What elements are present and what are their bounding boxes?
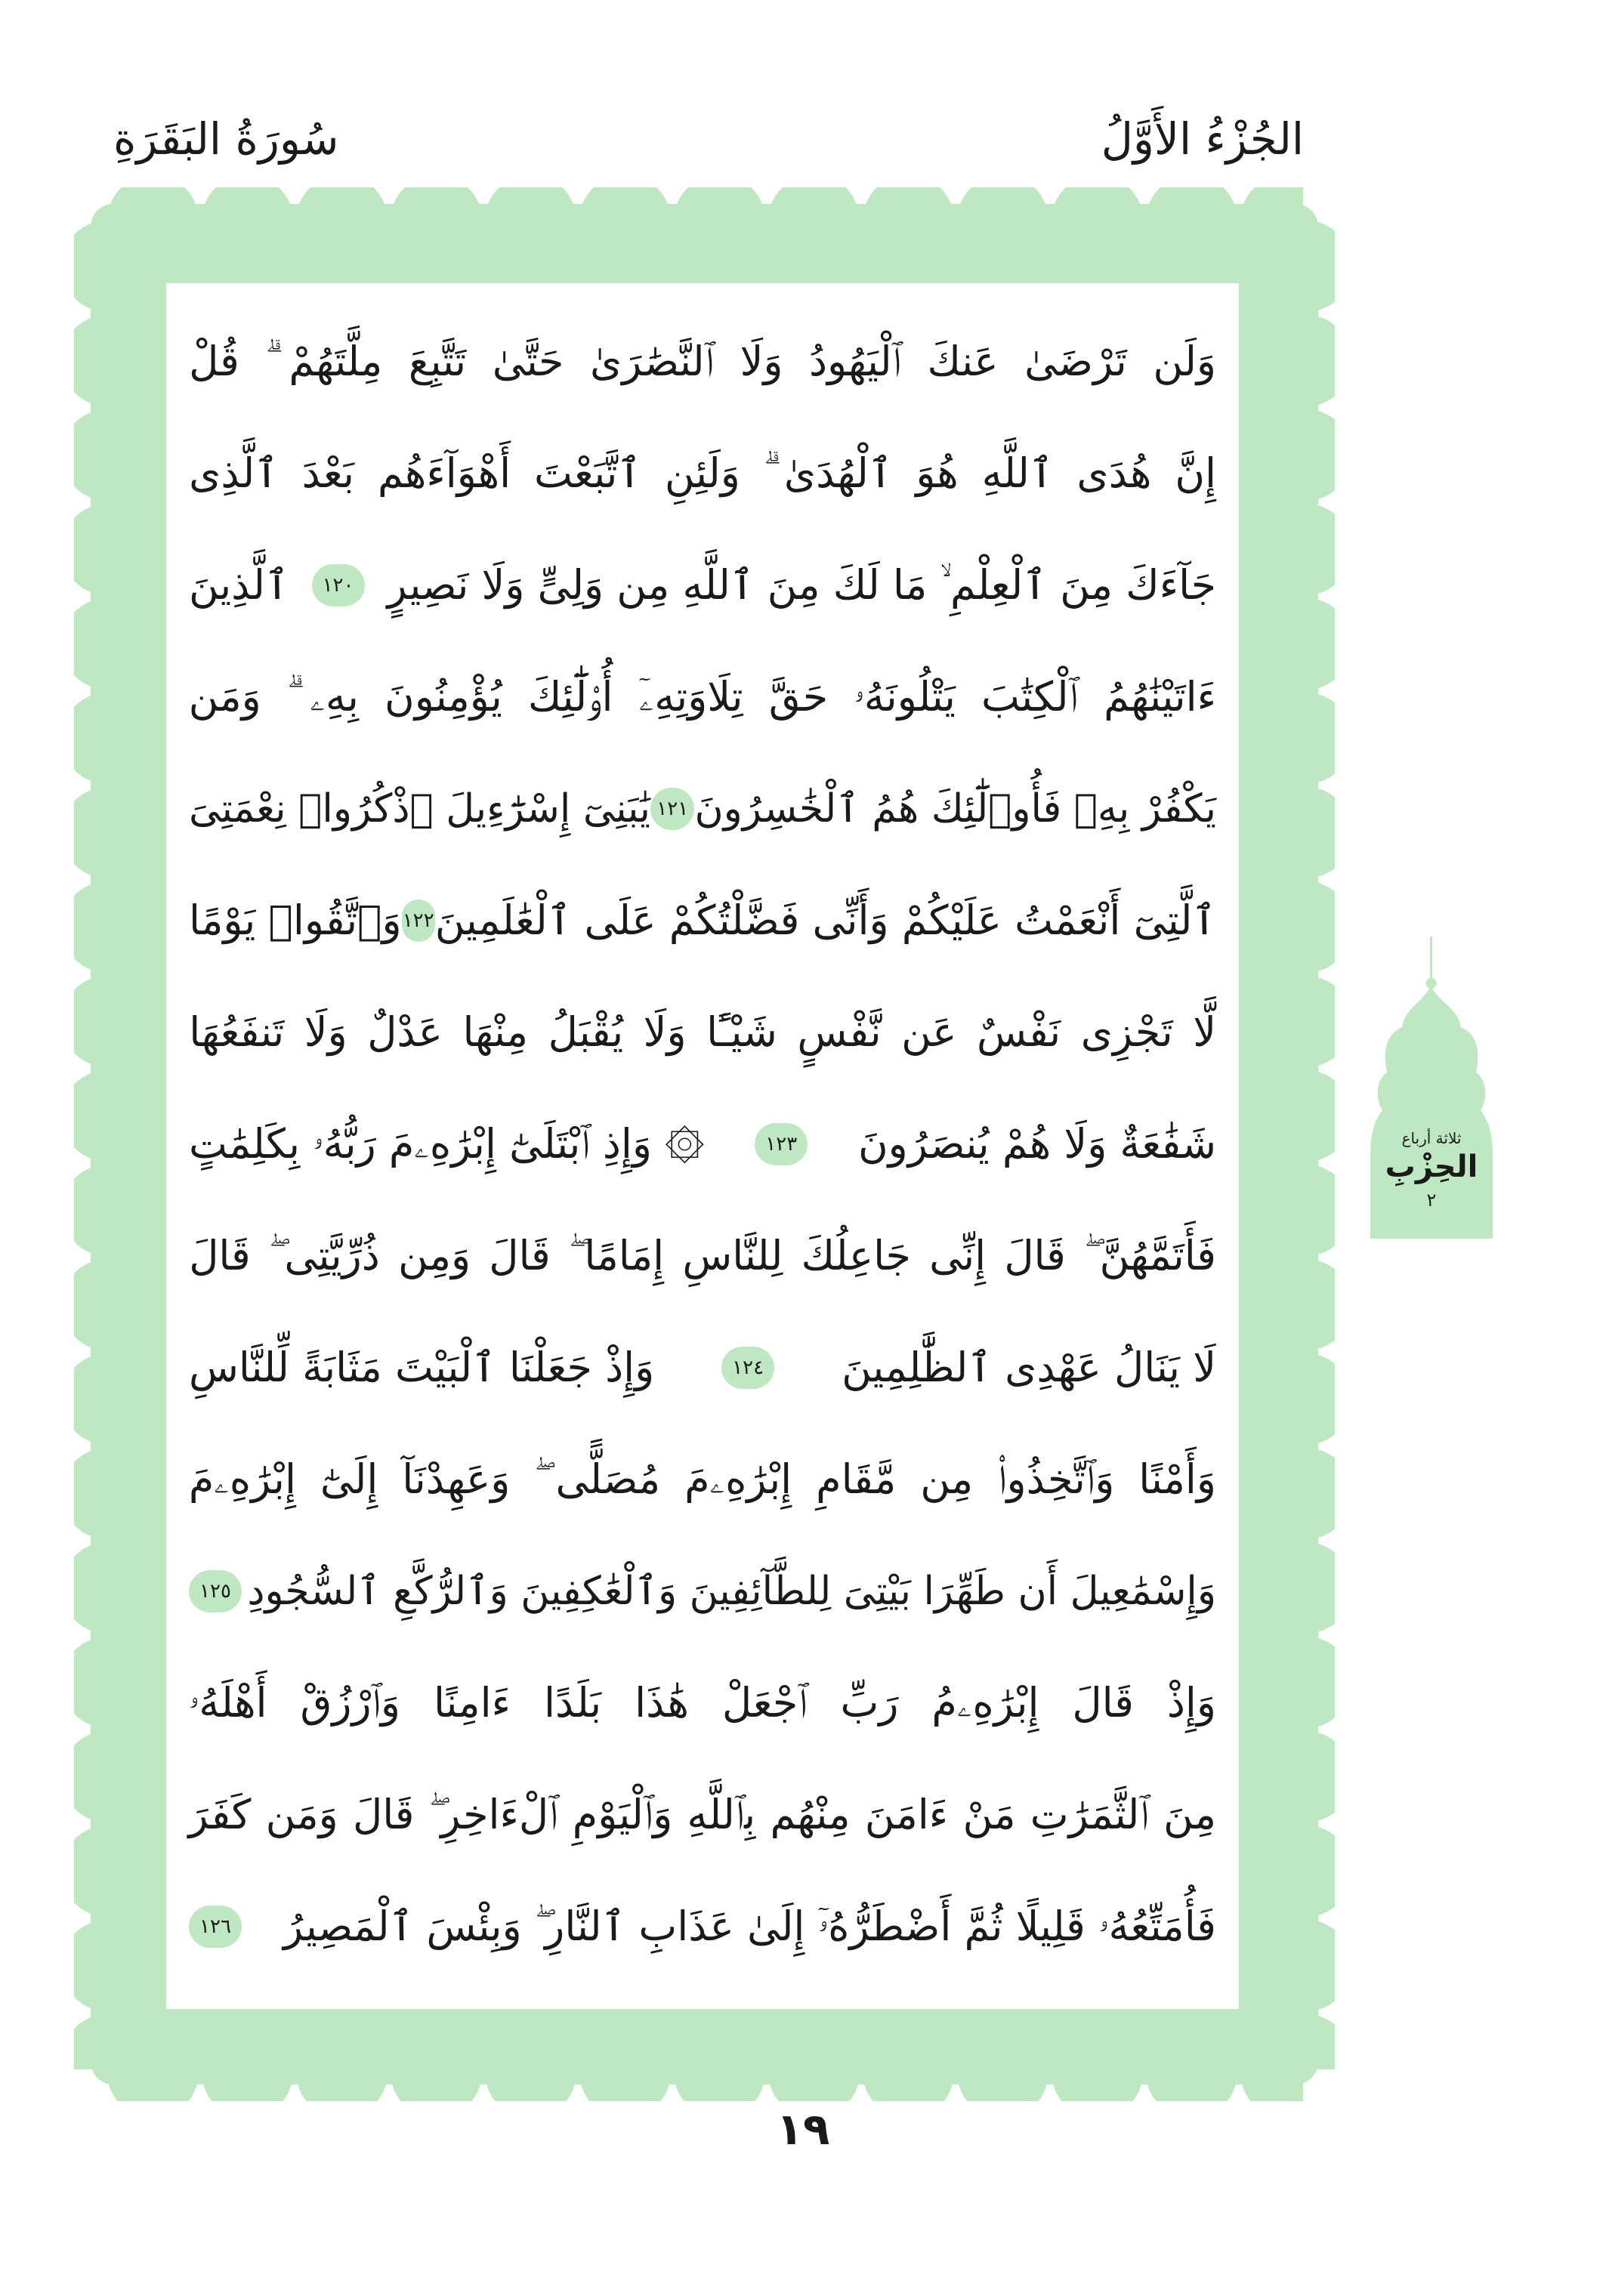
verse-text: إِنَّ هُدَى ٱللَّهِ هُوَ ٱلْهُدَىٰ ۗ وَلَئِنِ ٱتَّبَعْتَ أَهْوَآءَهُم بَعْدَ ٱلَّذِى: [189, 449, 1216, 497]
verse-text: يَٰبَنِىٓ إِسْرَٰٓءِيلَ ٱذْكُرُوا۟ نِعْمَتِىَ: [189, 786, 651, 832]
verse-line: [189, 1535, 1216, 1647]
ayah-number-marker: ١٢٦: [189, 1906, 242, 1948]
text-area: [166, 283, 1239, 2009]
frame-scallop-bottom: [106, 2068, 1303, 2101]
frame-scallop-left: [74, 219, 107, 2069]
verse-line: [189, 1424, 1216, 1535]
verse-line: [189, 641, 1216, 753]
ayah-number-marker: ١٢٥: [189, 1570, 242, 1612]
verse-text: لَّا تَجْزِى نَفْسٌ عَن نَّفْسٍ شَيْـًٔا وَلَا يُقْبَلُ مِنْهَا عَدْلٌ وَلَا تَنفَعُهَا: [189, 1008, 1216, 1056]
verse-text: فَأُمَتِّعُهُۥ قَلِيلًا ثُمَّ أَضْطَرُّهُۥٓ إِلَىٰ عَذَابِ ٱلنَّارِ ۖ وَبِئْسَ ٱلْمَصِيرُ: [283, 1903, 1216, 1950]
verse-text: يَكْفُرْ بِهِۦ فَأُو۟لَٰٓئِكَ هُمُ ٱلْخَٰسِرُونَ: [694, 786, 1216, 832]
verse-line: [189, 418, 1216, 529]
verse-line: [189, 1647, 1216, 1759]
hizb-label: الحِزْبِ: [1385, 1150, 1478, 1184]
verse-line: [189, 529, 1216, 641]
verse-text: ۞ وَإِذِ ٱبْتَلَىٰٓ إِبْرَٰهِۦمَ رَبُّهُۥ بِكَلِمَٰتٍ: [189, 1120, 705, 1168]
verse-text: وَإِذْ جَعَلْنَا ٱلْبَيْتَ مَثَابَةً لِّلنَّاسِ: [189, 1344, 655, 1391]
verse-text: ءَاتَيْنَٰهُمُ ٱلْكِتَٰبَ يَتْلُونَهُۥ حَقَّ تِلَاوَتِهِۦٓ أُو۟لَٰٓئِكَ يُؤْمِنُونَ بِهِۦ ۗ وَمَن: [188, 673, 1216, 721]
hizb-number: ٢: [1426, 1190, 1437, 1211]
verse-line: [189, 977, 1216, 1088]
verse-text: جَآءَكَ مِنَ ٱلْعِلْمِ ۙ مَا لَكَ مِنَ ٱللَّهِ مِن وَلِىٍّ وَلَا نَصِيرٍ: [387, 561, 1216, 609]
hizb-quarter-label: ثلاثة أرباع: [1401, 1129, 1462, 1147]
verse-text: مِنَ ٱلثَّمَرَٰتِ مَنْ ءَامَنَ مِنْهُم بِٱللَّهِ وَٱلْيَوْمِ ٱلْءَاخِرِ ۖ قَالَ وَمَن كَفَرَ: [188, 1791, 1216, 1838]
ayah-number-marker: ١٢٢: [402, 900, 435, 942]
verse-text: وَإِذْ قَالَ إِبْرَٰهِۦمُ رَبِّ ٱجْعَلْ هَٰذَا بَلَدًا ءَامِنًا وَٱرْزُقْ أَهْلَهُۥ: [188, 1679, 1216, 1727]
verse-line: [189, 1200, 1216, 1312]
verse-line: [189, 1312, 1216, 1424]
verse-line: [189, 1871, 1216, 1983]
verse-line: [189, 306, 1216, 418]
ayah-number-marker: ١٢٣: [755, 1123, 808, 1165]
verse-text: شَفَٰعَةٌ وَلَا هُمْ يُنصَرُونَ: [857, 1120, 1216, 1168]
juz-title: الجُزْءُ الأَوَّلُ: [1101, 113, 1304, 165]
page-number: ١٩: [776, 2103, 830, 2155]
frame-scallop-top: [106, 187, 1303, 221]
verse-text: وَأَمْنًا وَٱتَّخِذُوا۟ مِن مَّقَامِ إِبْرَٰهِۦمَ مُصَلًّى ۖ وَعَهِدْنَآ إِلَىٰٓ إِبْرَٰهِۦمَ: [188, 1455, 1216, 1503]
verse-text: لَا يَنَالُ عَهْدِى ٱلظَّٰلِمِينَ: [842, 1344, 1216, 1391]
verse-text: ٱلَّتِىٓ أَنْعَمْتُ عَلَيْكُمْ وَأَنِّى فَضَّلْتُكُمْ عَلَى ٱلْعَٰلَمِينَ: [434, 896, 1216, 944]
verse-line: [189, 865, 1216, 977]
ayah-number-marker: ١٢٠: [312, 564, 365, 606]
ayah-number-marker: ١٢١: [650, 788, 694, 830]
surah-title: سُورَةُ البَقَرَةِ: [113, 113, 339, 165]
verse-text: وَلَن تَرْضَىٰ عَنكَ ٱلْيَهُودُ وَلَا ٱلنَّصَٰرَىٰ حَتَّىٰ تَتَّبِعَ مِلَّتَهُمْ ۗ قُلْ: [189, 338, 1216, 385]
quran-lines: [189, 306, 1216, 1983]
verse-text: فَأَتَمَّهُنَّ ۖ قَالَ إِنِّى جَاعِلُكَ لِلنَّاسِ إِمَامًا ۖ قَالَ وَمِن ذُرِّيَّتِى ۖ قَالَ: [189, 1232, 1216, 1279]
page-frame: [91, 204, 1318, 2085]
verse-text: وَإِسْمَٰعِيلَ أَن طَهِّرَا بَيْتِىَ لِلطَّآئِفِينَ وَٱلْعَٰكِفِينَ وَٱلرُّكَّعِ ٱلسُّجُودِ: [247, 1569, 1216, 1614]
verse-text: ٱلَّذِينَ: [189, 561, 289, 609]
verse-line: [189, 1759, 1216, 1871]
verse-line: [189, 1088, 1216, 1200]
hizb-marker: [1360, 937, 1503, 1239]
frame-scallop-right: [1302, 219, 1335, 2069]
verse-line: [189, 753, 1216, 865]
ayah-number-marker: ١٢٤: [721, 1347, 774, 1389]
verse-text: وَٱتَّقُوا۟ يَوْمًا: [189, 896, 402, 944]
